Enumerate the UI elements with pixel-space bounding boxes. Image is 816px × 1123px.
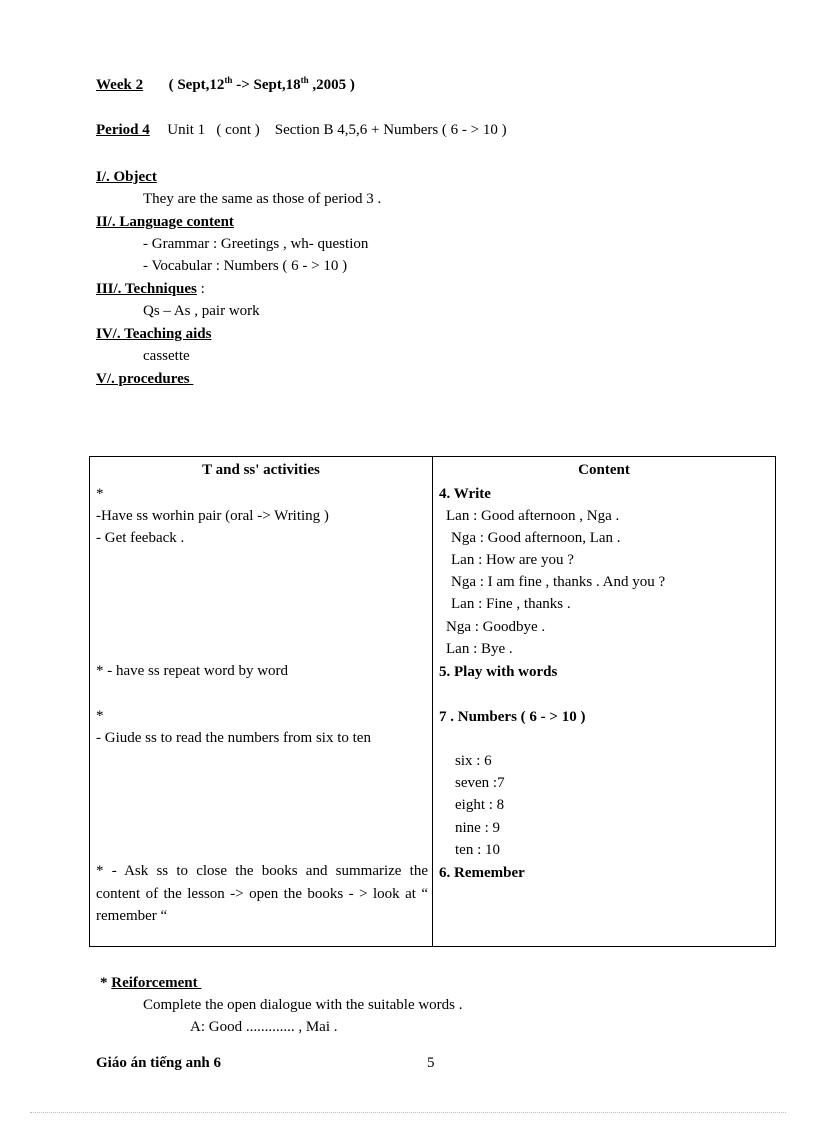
period-description: Unit 1 ( cont ) Section B 4,5,6 + Numbers ( 6 - > 10 ): [167, 122, 507, 138]
week-label: Week 2: [96, 77, 144, 93]
dialogue-line: Lan : Good afternoon , Nga .: [446, 508, 620, 524]
reinforcement-star: *: [100, 975, 112, 991]
activity-line: * - have ss repeat word by word: [96, 663, 289, 679]
activity-summary: * - Ask ss to close the books and summarize the content of the lesson -> open the books - > look at “ remember “: [96, 863, 428, 924]
dialogue-line: Nga : Goodbye .: [446, 619, 546, 635]
language-heading: II/. Language content: [96, 214, 234, 230]
dialogue-line: Nga : Good afternoon, Lan .: [451, 530, 621, 546]
techniques-heading-line: [96, 278, 205, 300]
footer-title: Giáo án tiếng anh 6: [96, 1055, 222, 1071]
aids-text: cassette: [143, 348, 190, 364]
activity-line: *: [96, 486, 104, 502]
page-border: [30, 1112, 786, 1113]
period-label: Period 4: [96, 122, 150, 138]
number-line: ten : 10: [455, 842, 500, 858]
activity-line: -Have ss worhin pair (oral -> Writing ): [96, 508, 329, 524]
remember-heading: 6. Remember: [439, 865, 525, 881]
dialogue-line: Nga : I am fine , thanks . And you ?: [451, 574, 666, 590]
techniques-colon: :: [196, 281, 205, 297]
number-line: seven :7: [455, 775, 505, 791]
week-line: [96, 77, 355, 94]
techniques-text: Qs – As , pair work: [143, 303, 260, 319]
content-header: Content: [578, 462, 630, 478]
content-column: [433, 457, 776, 947]
grammar-text: - Grammar : Greetings , wh- question: [143, 236, 369, 252]
period-line: [96, 122, 507, 139]
procedures-heading: V/. procedures: [96, 371, 194, 387]
reinforcement-heading-line: [100, 972, 201, 994]
activity-line: *: [96, 708, 104, 724]
reinforcement-heading: Reiforcement: [111, 975, 202, 991]
reinforcement-instruction: Complete the open dialogue with the suitable words .: [143, 997, 463, 1013]
number-line: six : 6: [455, 753, 492, 769]
object-heading: I/. Object: [96, 169, 157, 185]
reinforcement-dialogue: A: Good ............. , Mai .: [190, 1019, 338, 1035]
lesson-table: [89, 456, 776, 947]
dialogue-line: Lan : Fine , thanks .: [451, 596, 571, 612]
activities-header: T and ss' activities: [202, 462, 320, 478]
number-line: nine : 9: [455, 820, 500, 836]
aids-heading: IV/. Teaching aids: [96, 326, 212, 342]
object-text: They are the same as those of period 3 .: [143, 191, 382, 207]
play-heading: 5. Play with words: [439, 664, 558, 680]
activities-column: [90, 457, 433, 947]
week-dates: ( Sept,12th -> Sept,18th ,2005 ): [168, 75, 355, 93]
techniques-heading: III/. Techniques: [96, 281, 197, 297]
dialogue-line: Lan : How are you ?: [451, 552, 574, 568]
activity-line: - Get feeback .: [96, 530, 185, 546]
number-line: eight : 8: [455, 797, 505, 813]
vocabular-text: - Vocabular : Numbers ( 6 - > 10 ): [143, 258, 348, 274]
page-number: 5: [427, 1055, 435, 1071]
numbers-heading: 7 . Numbers ( 6 - > 10 ): [439, 709, 586, 725]
activity-line: - Giude ss to read the numbers from six to ten: [96, 730, 371, 746]
write-heading: 4. Write: [439, 486, 491, 502]
dialogue-line: Lan : Bye .: [446, 641, 513, 657]
